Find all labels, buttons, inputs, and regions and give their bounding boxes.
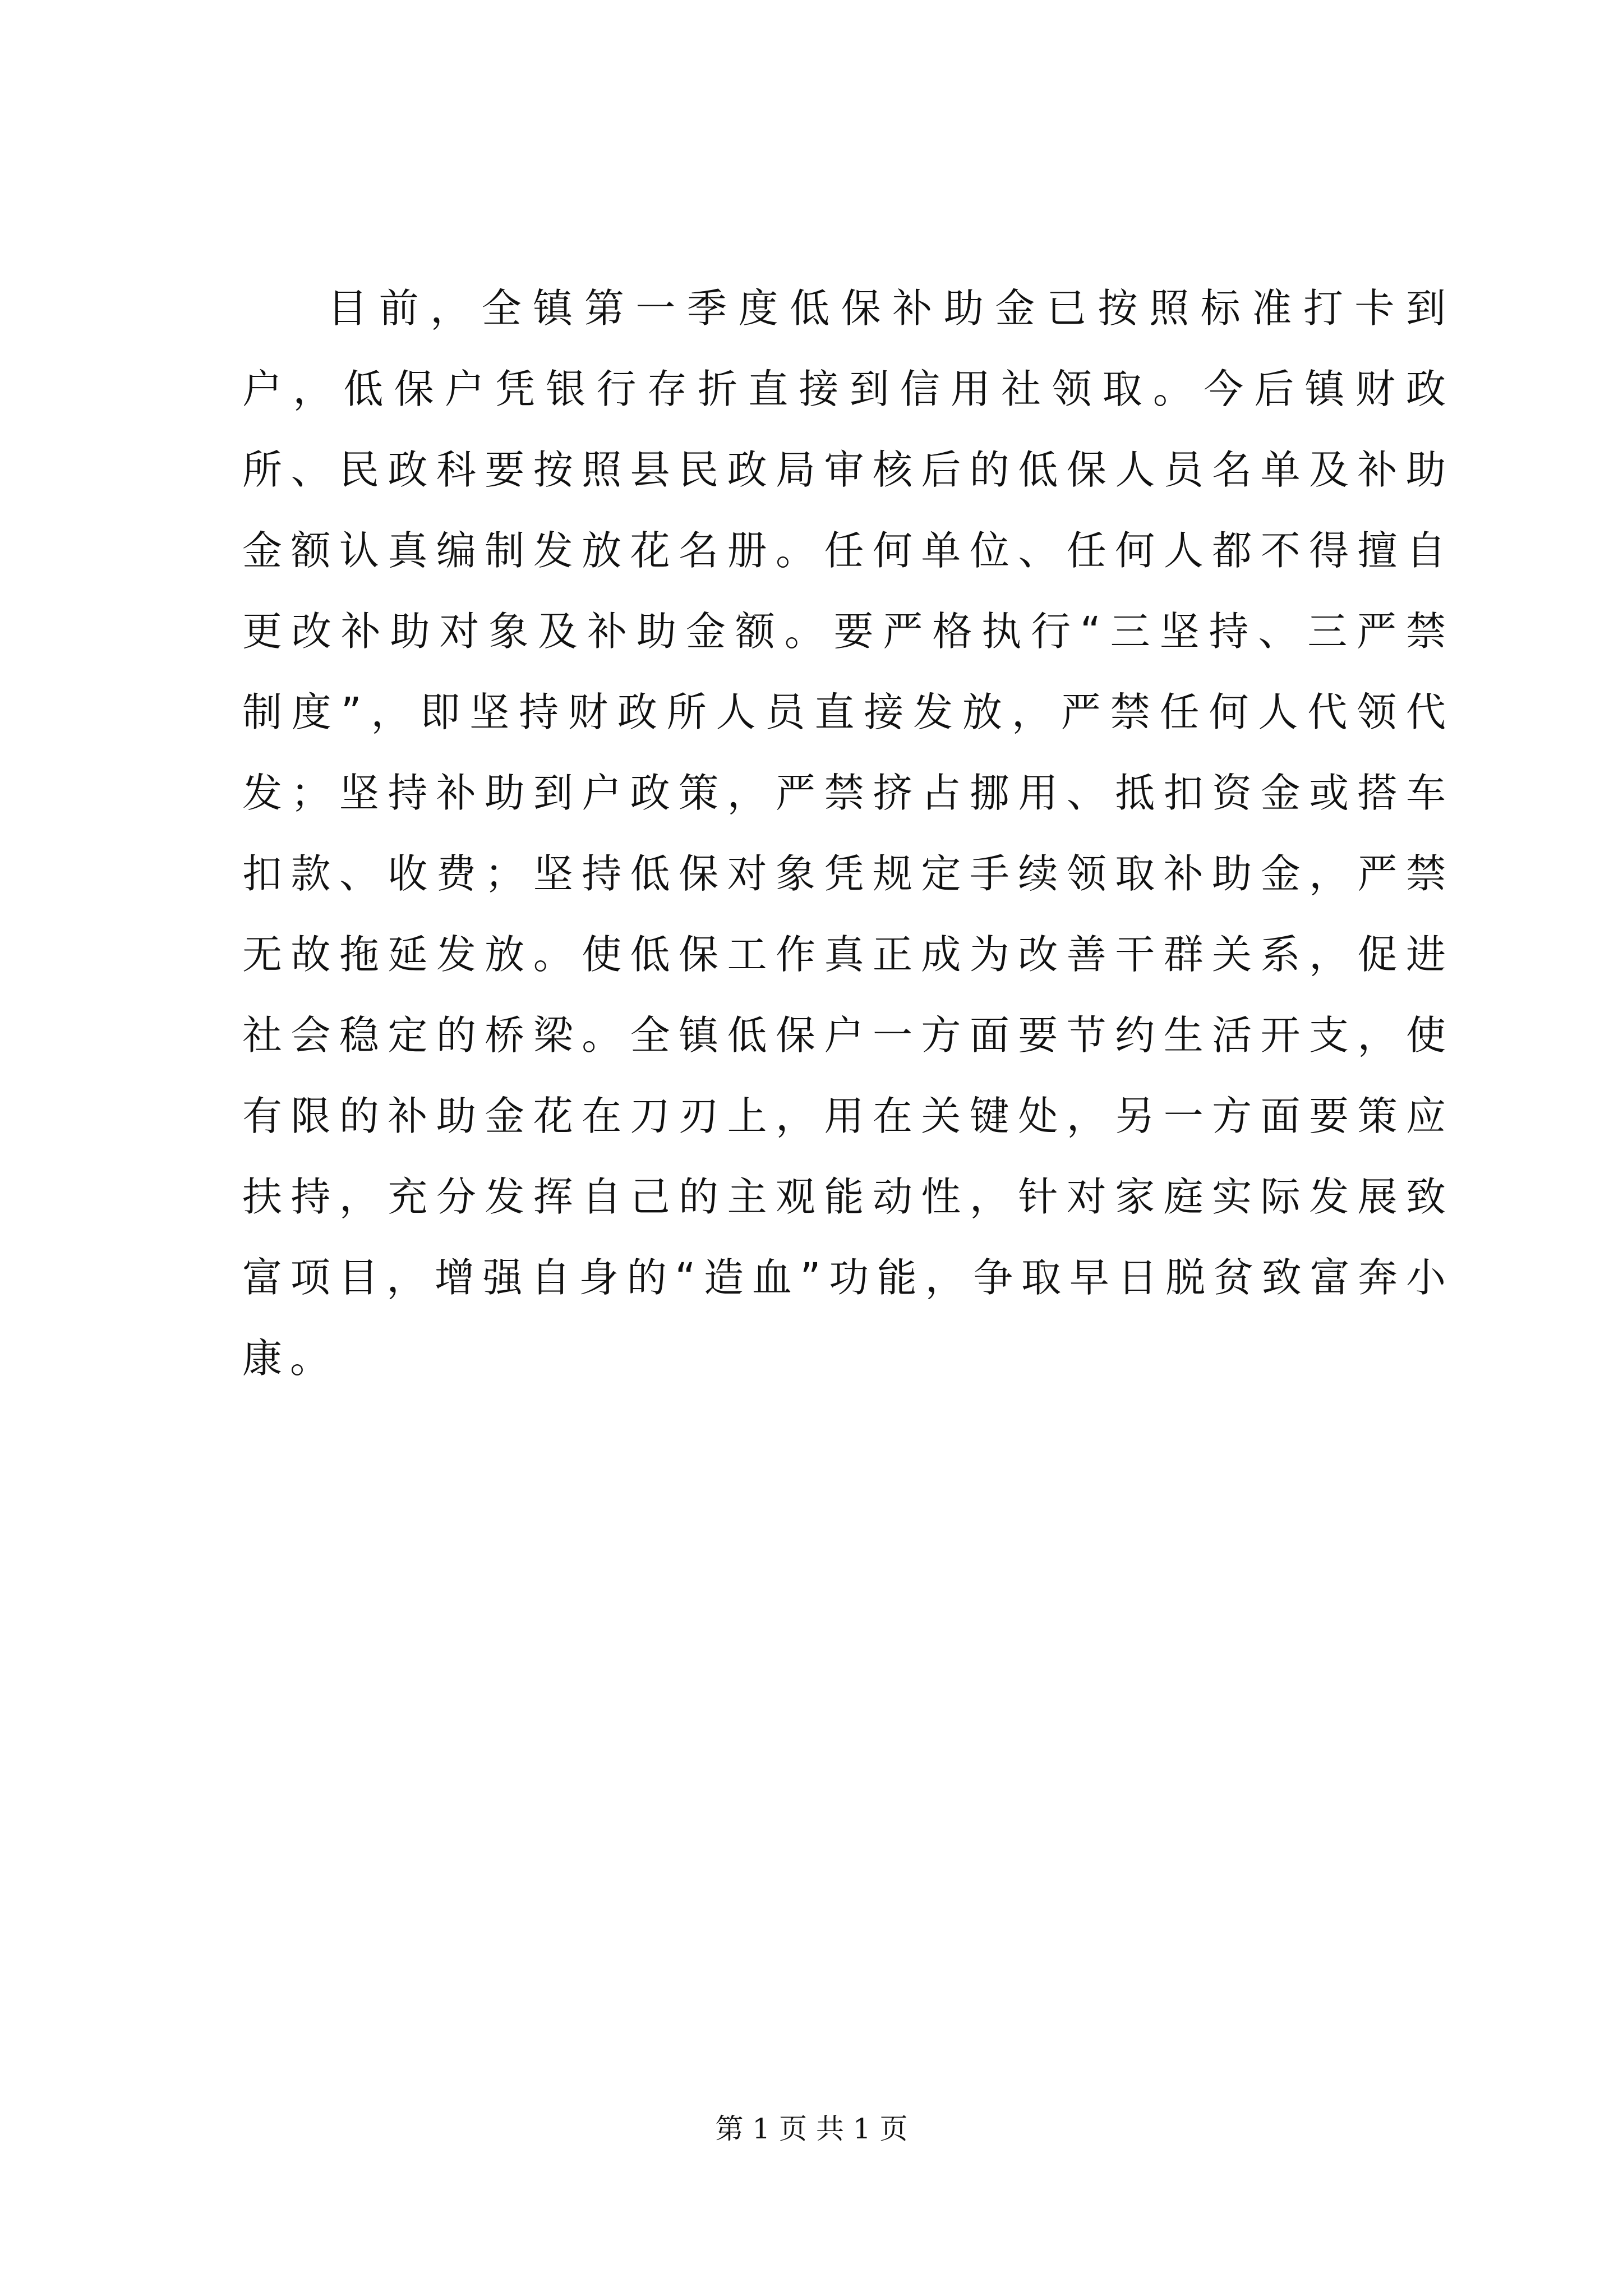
page-number-footer: 第 1 页 共 1 页: [715, 2113, 908, 2145]
body-paragraph: 目前，全镇第一季度低保补助金已按照标准打卡到户，低保户凭银行存折直接到信用社领取。今后镇财政所、民政科要按照县民政局审核后的低保人员名单及补助金额认真编制发放花名册。任何单位、任何人都不得擅自更改补助对象及补助金额。要严格执行“三坚持、三严禁制度”，即坚持财政所人员直接发放，严禁任何人代领代发；坚持补助到户政策，严禁挤占挪用、抵扣资金或搭车扣款、收费；坚持低保对象凭规定手续领取补助金，严禁无故拖延发放。使低保工作真正成为改善干群关系，促进社会稳定的桥梁。全镇低保户一方面要节约生活开支，使有限的补助金花在刀刃上，用在关键处，另一方面要策应扶持，充分发挥自己的主观能动性，针对家庭实际发展致富项目，增强自身的“造血”功能，争取早日脱贫致富奔小康。: [242, 285, 1454, 1382]
